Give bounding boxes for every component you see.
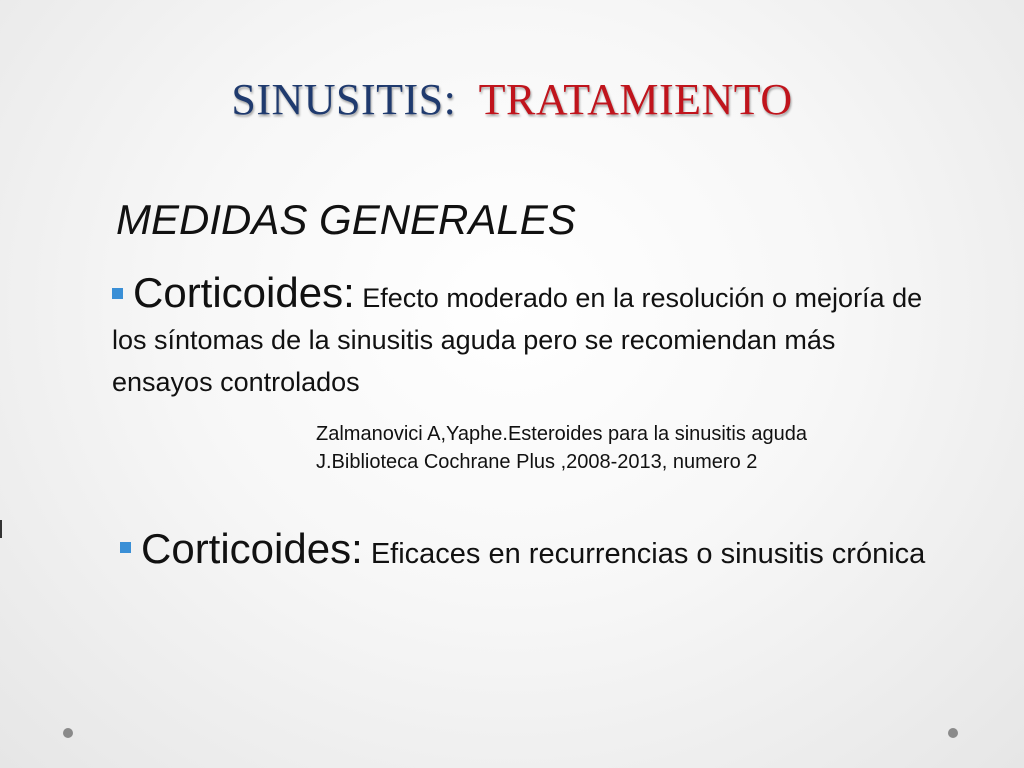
edge-mark (0, 520, 2, 538)
title-part-b: TRATAMIENTO (478, 75, 793, 124)
corner-dot-right (948, 728, 958, 738)
reference-line-2: J.Biblioteca Cochrane Plus ,2008-2013, numero 2 (316, 451, 758, 473)
square-bullet-icon (120, 542, 131, 553)
reference-line-1: Zalmanovici A,Yaphe.Esteroides para la sinusitis aguda (316, 423, 808, 445)
section-subheading: MEDIDAS GENERALES (116, 196, 576, 243)
slide-title (0, 74, 1024, 125)
bullet-item-1 (112, 269, 942, 403)
bullet-text: Efecto moderado en la resolución o mejoría de los síntomas de la sinusitis aguda pero se recomiendan más ensayos controlados (112, 283, 923, 397)
bullet-text: Eficaces en recurrencias o sinusitis crónica (370, 538, 926, 570)
corner-dot-left (63, 728, 73, 738)
bullet-item-2 (120, 527, 950, 576)
square-bullet-icon (112, 288, 123, 299)
title-part-a: SINUSITIS: (231, 75, 457, 124)
reference-citation (316, 420, 807, 476)
bullet-term: Corticoides: (141, 525, 363, 572)
bullet-term: Corticoides: (133, 269, 355, 316)
